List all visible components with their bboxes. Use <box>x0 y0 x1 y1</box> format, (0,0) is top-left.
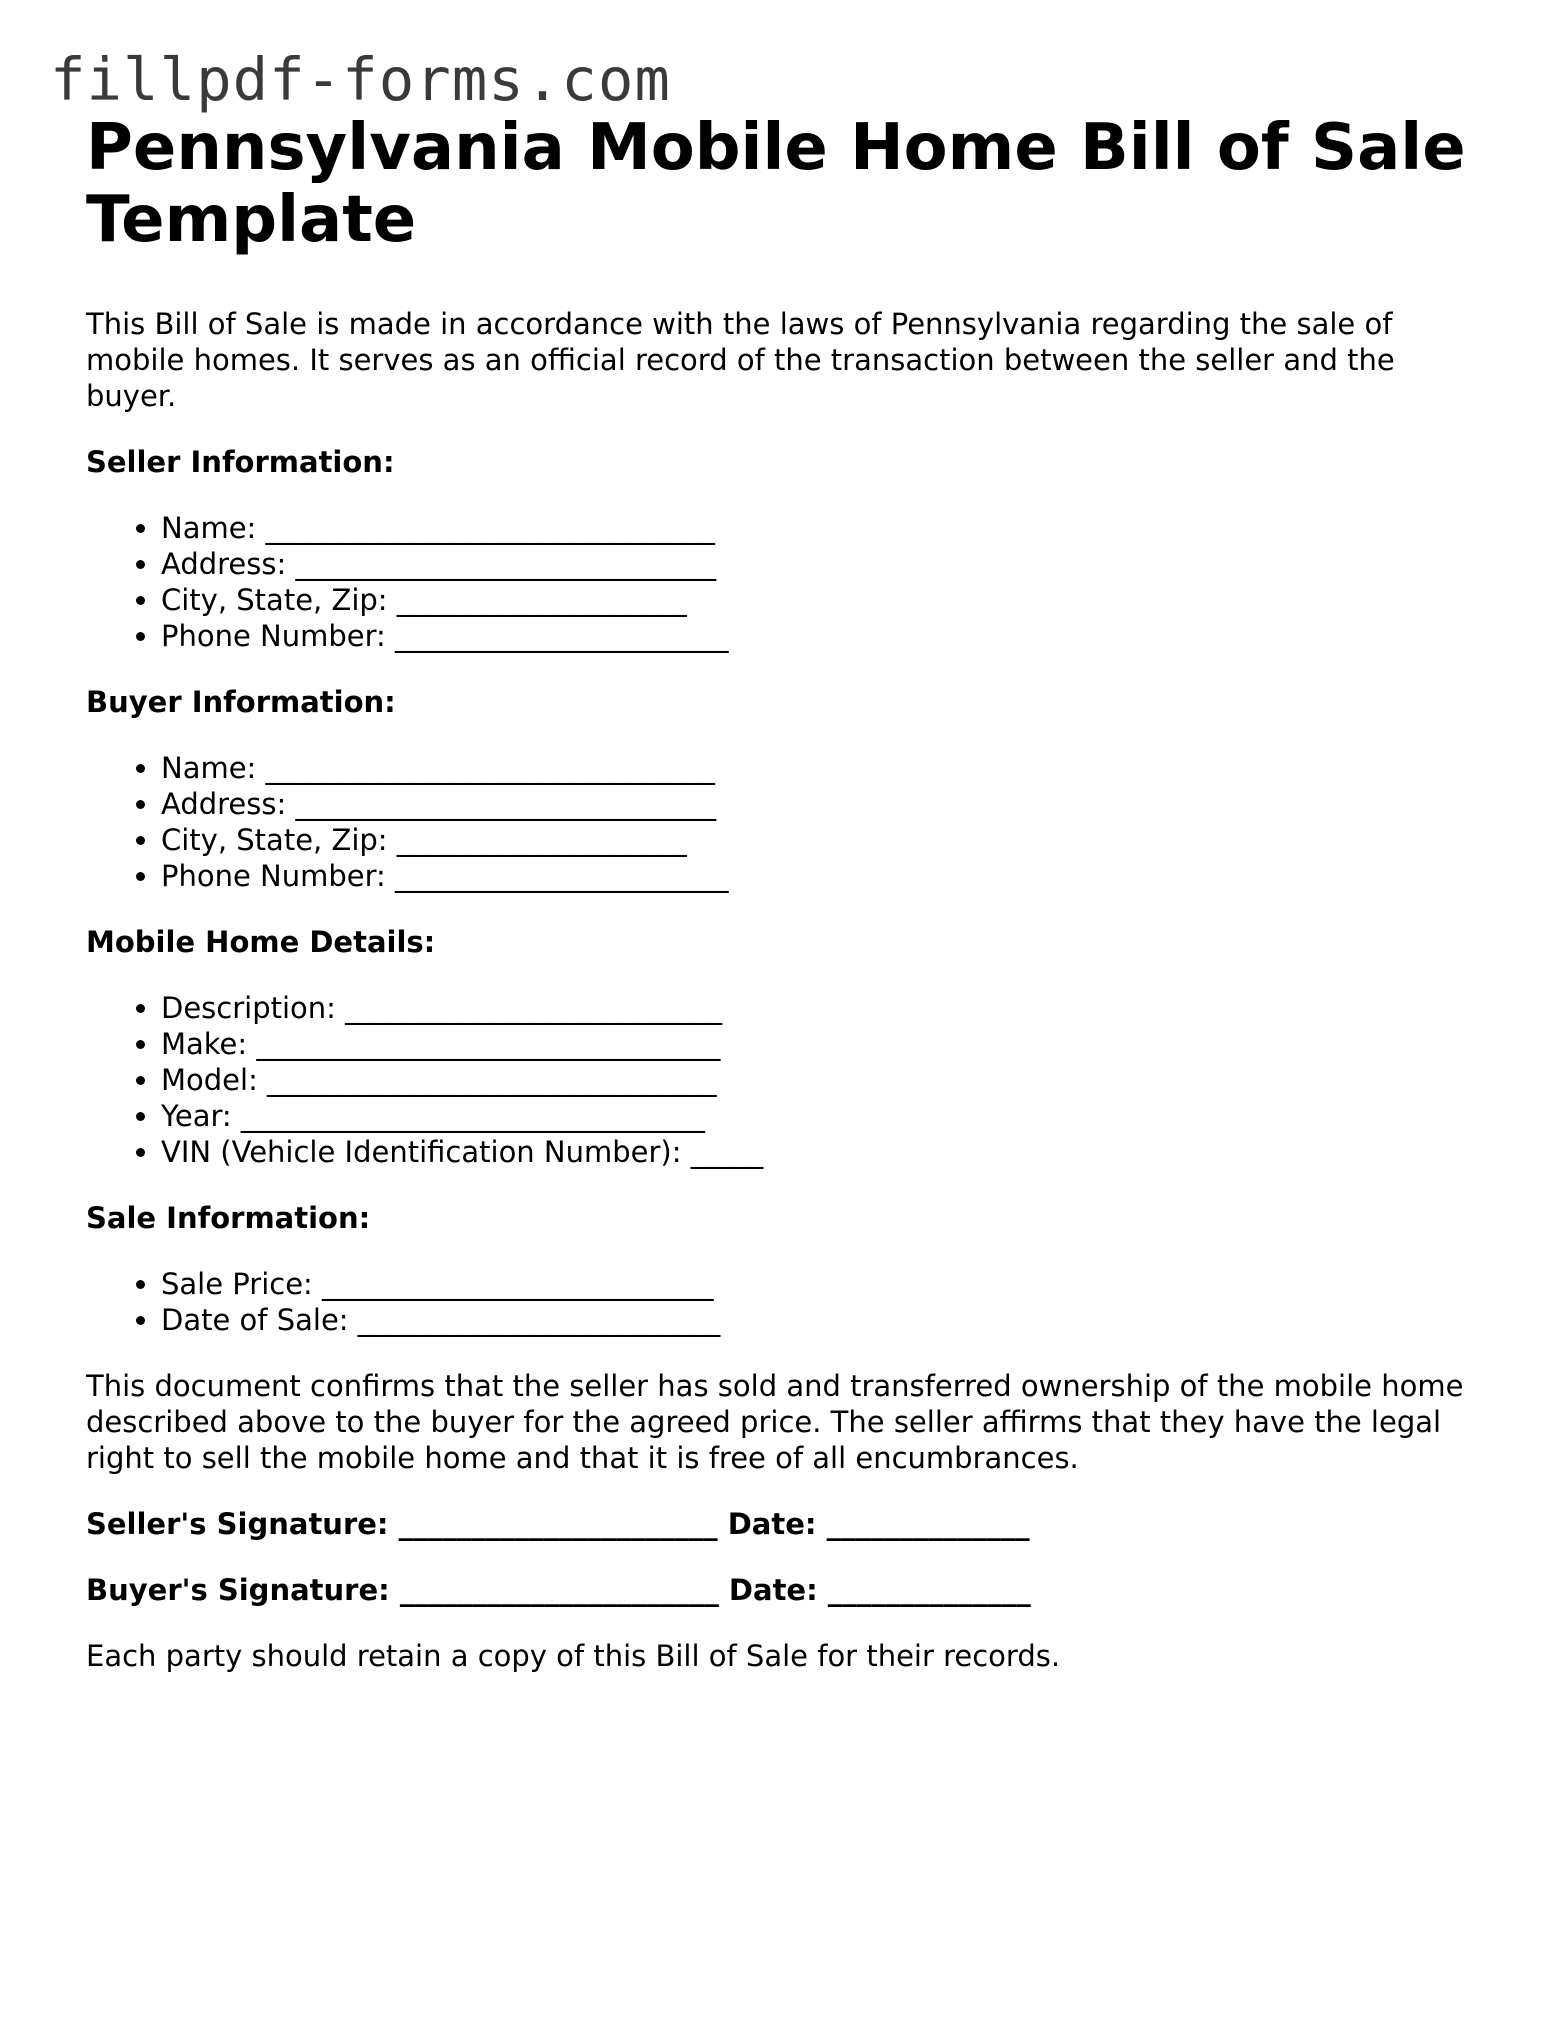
seller-signature-line[interactable] <box>86 1506 1486 1542</box>
seller-heading: Seller Information: <box>86 445 395 479</box>
seller-name-field[interactable]: • Name: _______________________________ <box>161 510 1486 546</box>
home-make-field[interactable]: • Make: ________________________________ <box>161 1026 1486 1062</box>
buyer-address-field[interactable]: • Address: _____________________________ <box>161 786 1486 822</box>
buyer-name-field[interactable]: • Name: _______________________________ <box>161 750 1486 786</box>
home-description-field[interactable]: • Description: __________________________ <box>161 990 1486 1026</box>
seller-address-field[interactable]: • Address: _____________________________ <box>161 546 1486 582</box>
page-title: Pennsylvania Mobile Home Bill of Sale Template <box>86 111 1466 257</box>
buyer-signature-text: Buyer's Signature: ______________________ Date: ______________ <box>86 1573 1031 1607</box>
document-page <box>86 112 1486 1674</box>
watermark-logo: fillpdf-forms.com <box>50 45 671 114</box>
buyer-heading: Buyer Information: <box>86 685 396 719</box>
buyer-signature-line[interactable] <box>86 1572 1486 1608</box>
buyer-city-state-zip-field[interactable]: • City, State, Zip: ____________________ <box>161 822 1486 858</box>
buyer-phone-field[interactable]: • Phone Number: _______________________ <box>161 858 1486 894</box>
home-vin-field[interactable]: • VIN (Vehicle Identification Number): _____ <box>161 1134 1486 1170</box>
home-details-heading: Mobile Home Details: <box>86 925 436 959</box>
home-year-field[interactable]: • Year: ________________________________ <box>161 1098 1486 1134</box>
home-fields-list <box>86 990 1486 1170</box>
buyer-fields-list <box>86 750 1486 894</box>
sale-date-field[interactable]: • Date of Sale: _________________________ <box>161 1302 1486 1338</box>
intro-paragraph: This Bill of Sale is made in accordance with the laws of Pennsylvania regarding the sale of mobile homes. It serves as an official record of the transaction between the seller and the buyer. <box>86 307 1395 413</box>
seller-city-state-zip-field[interactable]: • City, State, Zip: ____________________ <box>161 582 1486 618</box>
sale-fields-list <box>86 1266 1486 1338</box>
seller-signature-text: Seller's Signature: ______________________ Date: ______________ <box>86 1507 1030 1541</box>
sale-heading: Sale Information: <box>86 1201 371 1235</box>
footer-note: Each party should retain a copy of this Bill of Sale for their records. <box>86 1639 1061 1673</box>
affirmation-paragraph: This document confirms that the seller has sold and transferred ownership of the mobile home described above to the buyer for the agreed price. The seller affirms that they have the legal right to sell the mobile home and that it is free of all encumbrances. <box>86 1369 1464 1475</box>
seller-phone-field[interactable]: • Phone Number: _______________________ <box>161 618 1486 654</box>
home-model-field[interactable]: • Model: _______________________________ <box>161 1062 1486 1098</box>
sale-price-field[interactable]: • Sale Price: ___________________________ <box>161 1266 1486 1302</box>
seller-fields-list <box>86 510 1486 654</box>
